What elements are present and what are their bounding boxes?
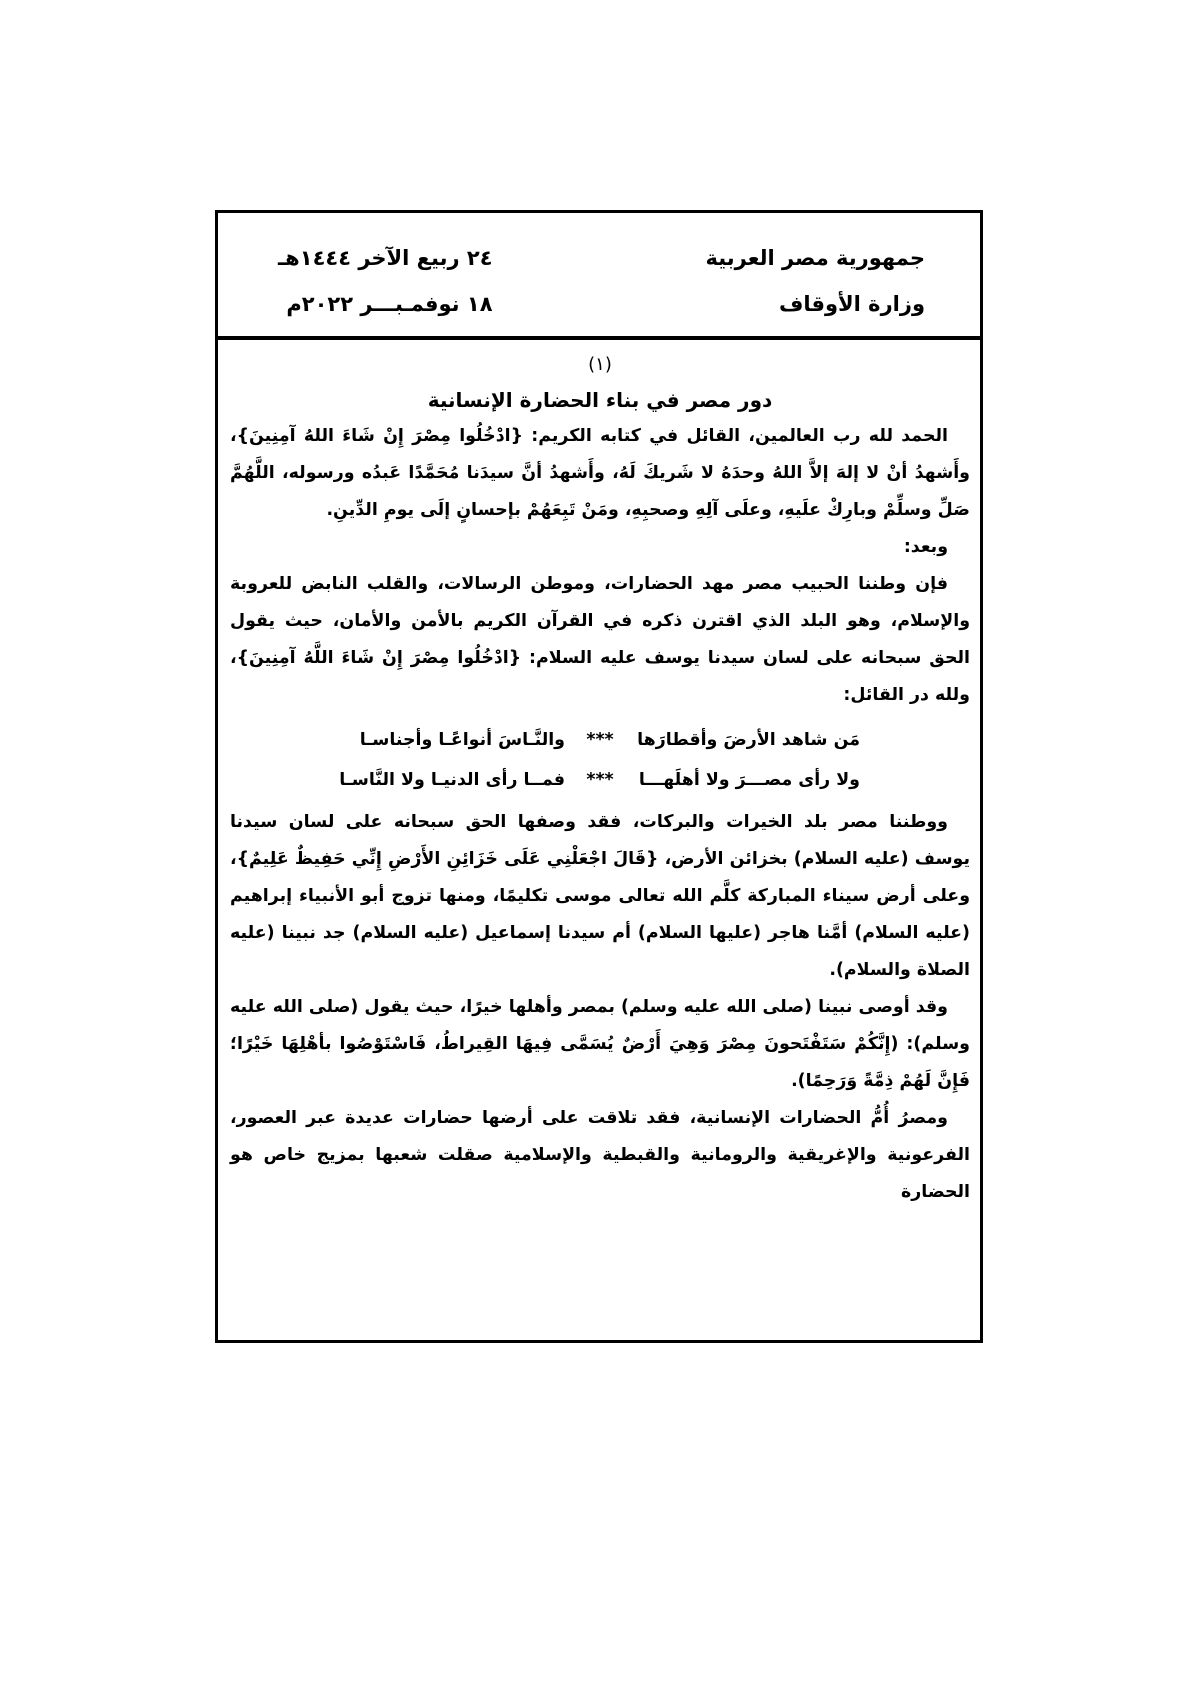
country-name: جمهورية مصر العربية xyxy=(705,246,925,270)
page-number: (١) xyxy=(588,354,612,375)
verse-first-hemistich: ولا رأى مصـــرَ ولا أهلَهـــا xyxy=(638,770,860,790)
verse-separator: *** xyxy=(586,770,614,790)
paragraph-transition: وبعد: xyxy=(903,537,948,557)
paragraph-mother-of-civilizations: ومصرُ أُمُّ الحضارات الإنسانية، فقد تلاقت على أرضها حضارات عديدة عبر العصور، الفرعونية والإغريقية والرومانية والقبطية والإسلامية صقلت شعبها بمزيج خاص هو الحضارة xyxy=(230,1108,970,1202)
header-institution xyxy=(705,235,925,327)
paragraph-opening: الحمد لله رب العالمين، القائل في كتابه الكريم: {ادْخُلُوا مِصْرَ إِنْ شَاءَ اللهُ آمِنِينَ}، وأَشهدُ أنْ لا إلهَ إلاَّ اللهُ وحدَهُ لا شَريكَ لَهُ، وأَشهدُ أنَّ سيدَنا مُحَمَّدًا عَبدُه ورسوله، اللَّهُمَّ صَلِّ وسلِّمْ وبارِكْ علَيهِ، وعلَى آلِهِ وصحبِهِ، ومَنْ تَبِعَهُمْ بإحسانٍ إلَى يومِ الدِّينِ. xyxy=(230,426,970,520)
verse-second-hemistich: والنَّـاسَ أنواعًـا وأجناسـا xyxy=(359,730,565,750)
poem xyxy=(230,720,970,800)
paragraph-egypt-cradle: فإن وطننا الحبيب مصر مهد الحضارات، وموطن الرسالات، والقلب النابض للعروبة والإسلام، وهو البلد الذي اقترن ذكره في القرآن الكريم بالأمن والأمان، حيث يقول الحق سبحانه على لسان سيدنا يوسف عليه السلام: {ادْخُلُوا مِصْرَ إِنْ شَاءَ اللَّهُ آمِنِينَ}، ولله در القائل: xyxy=(230,574,970,705)
document-header xyxy=(218,213,980,340)
header-dates xyxy=(278,235,493,327)
hijri-date: ٢٤ ربيع الآخر ١٤٤٤هـ xyxy=(278,246,493,270)
paragraph-blessings: ووطننا مصر بلد الخيرات والبركات، فقد وصفها الحق سبحانه على لسان سيدنا يوسف (عليه السلام) بخزائن الأرض، {قَالَ اجْعَلْنِي عَلَى خَزَائِنِ الأَرْضِ إِنِّي حَفِيظٌ عَلِيمٌ}، وعلى أرض سيناء المباركة كلَّم الله تعالى موسى تكليمًا، ومنها تزوج أبو الأنبياء إبراهيم (عليه السلام) أمَّنا هاجر (عليها السلام) أم سيدنا إسماعيل (عليه السلام) جد نبينا (عليه الصلاة والسلام). xyxy=(230,812,970,980)
document-body xyxy=(218,340,980,1211)
poem-verse xyxy=(230,720,970,760)
poem-verse xyxy=(230,760,970,800)
document-frame xyxy=(215,210,983,1343)
paragraph-prophet-advice: وقد أوصى نبينا (صلى الله عليه وسلم) بمصر وأهلها خيرًا، حيث يقول (صلى الله عليه وسلم): (إِنَّكُمْ سَتَفْتَحونَ مِصْرَ وَهِيَ أَرْضٌ يُسَمَّى فِيهَا القِيراطُ، فَاسْتَوْصُوا بأهْلِهَا خَيْرًا؛ فَإِنَّ لَهُمْ ذِمَّةً وَرَحِمًا). xyxy=(230,997,970,1091)
gregorian-date: ١٨ نوفمـبـــر ٢٠٢٢م xyxy=(286,292,493,316)
sermon-title: دور مصر في بناء الحضارة الإنسانية xyxy=(427,388,773,412)
verse-second-hemistich: فمــا رأى الدنيـا ولا النَّاسـا xyxy=(339,770,565,790)
verse-separator: *** xyxy=(586,730,614,750)
verse-first-hemistich: مَن شاهد الأرضَ وأقطارَها xyxy=(637,730,860,750)
ministry-name: وزارة الأوقاف xyxy=(778,292,925,316)
